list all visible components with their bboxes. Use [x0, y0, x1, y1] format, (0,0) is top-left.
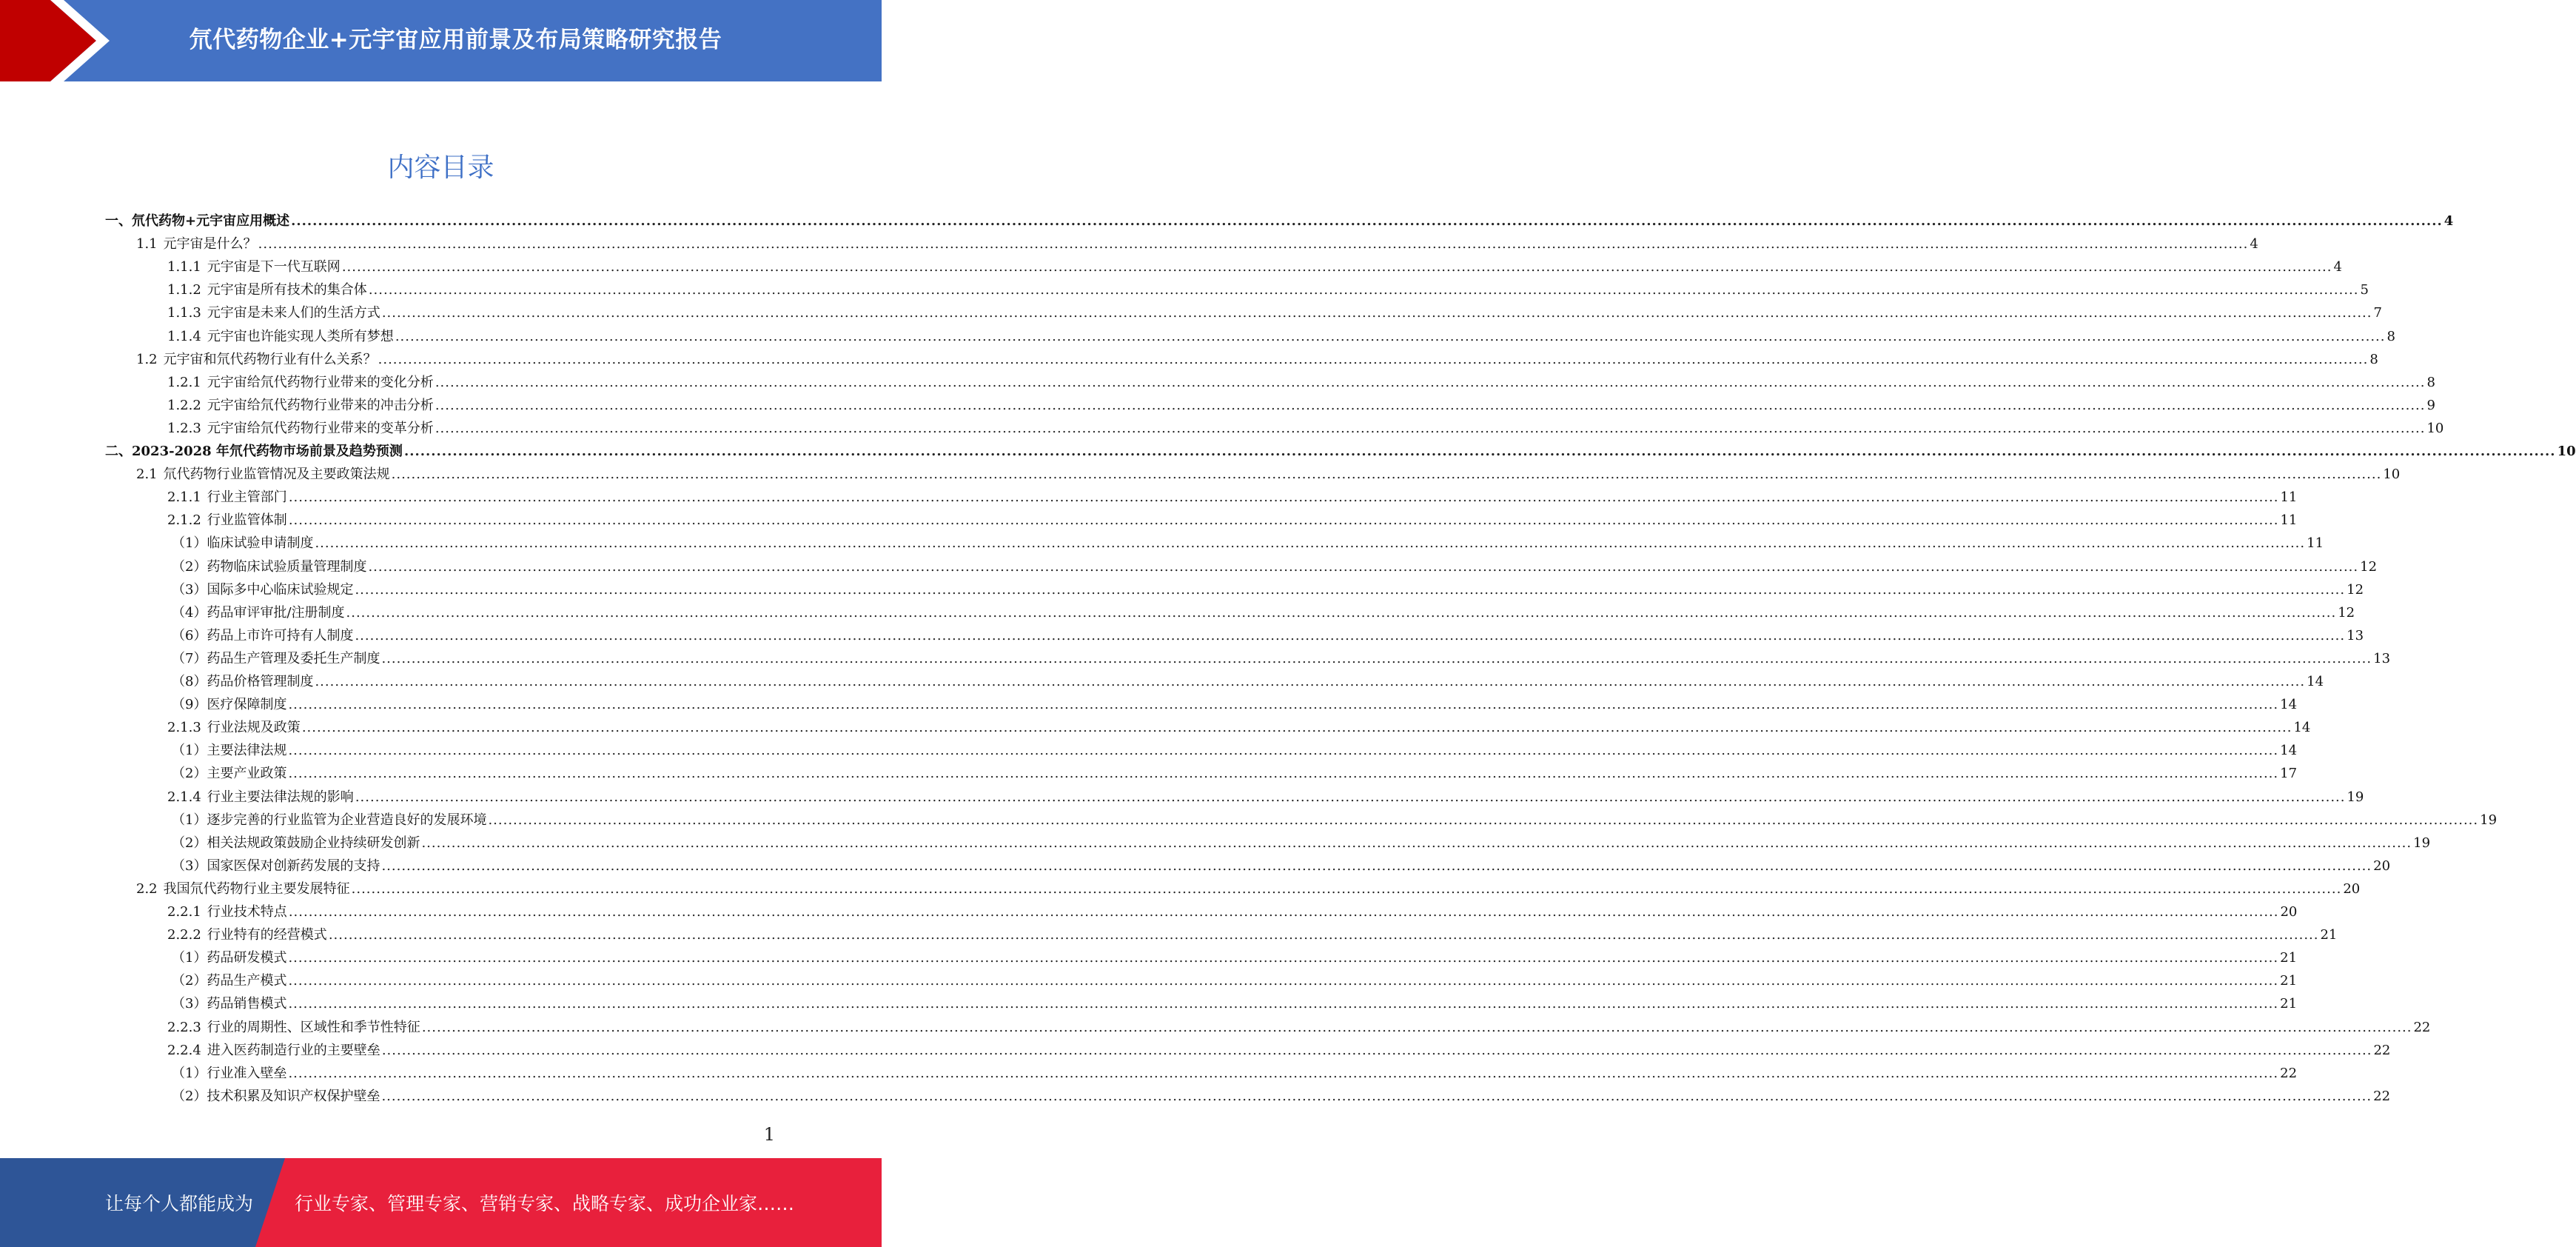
toc-leader-dots: ................................................................................................................................................................................................................................................................................................................................................................................................................ — [435, 374, 2426, 390]
toc-entry-page: 22 — [2373, 1088, 2391, 1104]
toc-entry-label: （6）药品上市许可持有人制度 — [172, 627, 354, 643]
toc-entry-number: 1.2 — [136, 351, 158, 367]
toc-entry[interactable] — [172, 694, 2298, 716]
toc-entry-number: 1.2.3 — [167, 420, 201, 436]
toc-entry[interactable] — [167, 924, 2338, 946]
toc-entry[interactable] — [136, 878, 2361, 900]
toc-entry[interactable] — [167, 372, 2435, 394]
page-number: 1 — [763, 1124, 775, 1145]
toc-entry[interactable] — [172, 947, 2298, 969]
toc-entry[interactable] — [172, 993, 2298, 1015]
toc-entry-page: 19 — [2347, 789, 2364, 805]
toc-entry[interactable] — [136, 464, 2401, 486]
toc-leader-dots: ................................................................................................................................................................................................................................................................................................................................................................................................................ — [368, 558, 2359, 575]
toc-entry-label: 行业的周期性、区域性和季节性特征 — [207, 1019, 420, 1035]
toc-leader-dots: ................................................................................................................................................................................................................................................................................................................................................................................................................ — [288, 904, 2279, 920]
toc-entry-label: 我国氘代药物行业主要发展特征 — [163, 880, 350, 897]
footer-slogan-right: 行业专家、管理专家、营销专家、战略专家、成功企业家…… — [295, 1193, 795, 1214]
toc-leader-dots: ................................................................................................................................................................................................................................................................................................................................................................................................................ — [288, 996, 2279, 1012]
toc-entry[interactable] — [172, 625, 2364, 647]
toc-entry-page: 4 — [2250, 236, 2258, 253]
toc-entry-number: 一、 — [105, 213, 132, 229]
toc-entry-page: 4 — [2443, 213, 2454, 229]
toc-entry-number: 1.2.2 — [167, 397, 201, 413]
toc-leader-dots: ................................................................................................................................................................................................................................................................................................................................................................................................................ — [488, 812, 2479, 828]
toc-entry-label: （3）药品销售模式 — [172, 996, 287, 1012]
toc-entry-page: 19 — [2413, 835, 2431, 851]
toc-entry-page: 13 — [2347, 627, 2364, 643]
toc-entry-label: 氘代药物+元宇宙应用概述 — [132, 213, 290, 229]
toc-entry-page: 11 — [2280, 489, 2298, 506]
toc-entry[interactable] — [136, 349, 2378, 371]
toc-entry-number: 1.1.4 — [167, 328, 201, 344]
toc-entry-page: 22 — [2280, 1065, 2298, 1081]
footer-banner — [0, 1158, 882, 1247]
toc-leader-dots: ................................................................................................................................................................................................................................................................................................................................................................................................................ — [435, 397, 2426, 413]
toc-entry-label: 行业监管体制 — [207, 512, 287, 529]
toc-leader-dots: ................................................................................................................................................................................................................................................................................................................................................................................................................ — [315, 674, 2306, 689]
toc-entry-number: 1.2.1 — [167, 374, 201, 390]
toc-entry-label: 元宇宙也许能实现人类所有梦想 — [207, 328, 394, 344]
toc-entry-page: 12 — [2347, 581, 2364, 598]
toc-entry-label: 行业法规及政策 — [207, 720, 301, 736]
toc-entry[interactable] — [167, 509, 2298, 532]
toc-leader-dots: ................................................................................................................................................................................................................................................................................................................................................................................................................ — [378, 351, 2369, 367]
toc-entry[interactable] — [136, 233, 2258, 255]
toc-entry-label: （9）医疗保障制度 — [172, 697, 287, 713]
toc-entry-label: 元宇宙给氘代药物行业带来的冲击分析 — [207, 397, 434, 413]
toc-entry[interactable] — [167, 302, 2382, 324]
toc-entry-label: （2）药品生产模式 — [172, 973, 287, 989]
toc-entry-page: 14 — [2307, 674, 2324, 689]
toc-entry-label: 元宇宙是下一代互联网 — [207, 259, 341, 275]
toc-entry-page: 20 — [2343, 880, 2361, 897]
toc-entry[interactable] — [167, 1040, 2391, 1062]
toc-leader-dots: ................................................................................................................................................................................................................................................................................................................................................................................................................ — [368, 282, 2359, 298]
toc-leader-dots: ................................................................................................................................................................................................................................................................................................................................................................................................................ — [381, 1042, 2372, 1058]
toc-leader-dots: ................................................................................................................................................................................................................................................................................................................................................................................................................ — [301, 720, 2292, 736]
toc-entry-number: 2.1.4 — [167, 789, 201, 805]
toc-entry[interactable] — [172, 1063, 2298, 1085]
toc-leader-dots: ................................................................................................................................................................................................................................................................................................................................................................................................................ — [381, 1088, 2372, 1104]
toc-leader-dots: ................................................................................................................................................................................................................................................................................................................................................................................................................ — [355, 627, 2346, 643]
toc-leader-dots: ................................................................................................................................................................................................................................................................................................................................................................................................................ — [355, 581, 2346, 598]
toc-entry[interactable] — [172, 970, 2298, 992]
toc-entry-page: 8 — [2387, 328, 2395, 344]
toc-entry-page: 14 — [2280, 697, 2298, 713]
toc-entry-label: （2）主要产业政策 — [172, 766, 287, 782]
toc-entry-label: 行业主管部门 — [207, 489, 287, 506]
toc-entry-label: 行业技术特点 — [207, 904, 287, 920]
toc-entry-label: 进入医药制造行业的主要壁垒 — [207, 1042, 380, 1058]
toc-leader-dots: ................................................................................................................................................................................................................................................................................................................................................................................................................ — [288, 973, 2279, 989]
toc-entry[interactable] — [172, 671, 2324, 693]
toc-entry[interactable] — [167, 901, 2298, 923]
toc-leader-dots: ................................................................................................................................................................................................................................................................................................................................................................................................................ — [288, 697, 2279, 713]
toc-entry-page: 8 — [2426, 374, 2435, 390]
toc-entry-number: 2.1 — [136, 467, 158, 483]
report-title: 氘代药物企业+元宇宙应用前景及布局策略研究报告 — [189, 27, 722, 53]
toc-leader-dots: ................................................................................................................................................................................................................................................................................................................................................................................................................ — [381, 857, 2372, 874]
toc-leader-dots: ................................................................................................................................................................................................................................................................................................................................................................................................................ — [315, 535, 2306, 552]
toc-entry-page: 20 — [2373, 857, 2391, 874]
toc-entry-page: 12 — [2360, 558, 2378, 575]
toc-entry-page: 4 — [2333, 259, 2342, 275]
toc-entry-page: 17 — [2280, 766, 2298, 782]
toc-leader-dots: ................................................................................................................................................................................................................................................................................................................................................................................................................ — [435, 420, 2426, 436]
header-arrow-decoration — [0, 0, 118, 81]
toc-entry-label: （8）药品价格管理制度 — [172, 674, 314, 689]
toc-leader-dots: ................................................................................................................................................................................................................................................................................................................................................................................................................ — [258, 236, 2249, 253]
toc-entry[interactable] — [172, 809, 2498, 832]
toc-entry-label: 行业特有的经营模式 — [207, 927, 327, 943]
toc-heading: 内容目录 — [387, 153, 494, 183]
toc-leader-dots: ................................................................................................................................................................................................................................................................................................................................................................................................................ — [288, 1065, 2279, 1081]
toc-leader-dots: ................................................................................................................................................................................................................................................................................................................................................................................................................ — [403, 444, 2556, 459]
toc-leader-dots: ................................................................................................................................................................................................................................................................................................................................................................................................................ — [346, 604, 2337, 621]
toc-entry-label: 元宇宙给氘代药物行业带来的变革分析 — [207, 420, 434, 436]
toc-leader-dots: ................................................................................................................................................................................................................................................................................................................................................................................................................ — [351, 880, 2342, 897]
toc-entry-page: 14 — [2280, 743, 2298, 759]
toc-entry[interactable] — [172, 855, 2391, 877]
toc-entry-label: （2）药物临床试验质量管理制度 — [172, 558, 367, 575]
toc-entry-label: 元宇宙是未来人们的生活方式 — [207, 305, 380, 321]
toc-entry[interactable] — [167, 256, 2342, 278]
toc-entry-number: 2.1.2 — [167, 512, 201, 529]
toc-entry-label: （1）临床试验申请制度 — [172, 535, 314, 552]
toc-entry-page: 8 — [2369, 351, 2378, 367]
toc-entry-page: 21 — [2280, 973, 2298, 989]
toc-entry-label: 元宇宙和氘代药物行业有什么关系？ — [163, 351, 377, 367]
toc-entry-page: 10 — [2426, 420, 2444, 436]
toc-entry-page: 21 — [2320, 927, 2338, 943]
toc-leader-dots: ................................................................................................................................................................................................................................................................................................................................................................................................................ — [395, 328, 2386, 344]
toc-entry-page: 22 — [2413, 1019, 2431, 1035]
toc-entry-number: 2.2.3 — [167, 1019, 201, 1035]
toc-entry-label: （2）技术积累及知识产权保护壁垒 — [172, 1088, 380, 1104]
toc-entry-label: （2）相关法规政策鼓励企业持续研发创新 — [172, 835, 420, 851]
toc-entry-label: 氘代药物行业监管情况及主要政策法规 — [163, 467, 390, 483]
toc-entry-page: 5 — [2360, 282, 2369, 298]
toc-entry-number: 1.1 — [136, 236, 158, 253]
toc-entry-number: 2.1.3 — [167, 720, 201, 736]
toc-entry[interactable] — [167, 395, 2435, 417]
toc-entry-number: 二、 — [105, 444, 132, 459]
toc-entry-label: 元宇宙给氘代药物行业带来的变化分析 — [207, 374, 434, 390]
toc-entry-label: 行业主要法律法规的影响 — [207, 789, 354, 805]
toc-entry-page: 11 — [2280, 512, 2298, 529]
toc-entry-number: 2.2.1 — [167, 904, 201, 920]
toc-entry-page: 10 — [2557, 444, 2576, 459]
toc-leader-dots: ................................................................................................................................................................................................................................................................................................................................................................................................................ — [288, 766, 2279, 782]
toc-entry[interactable] — [172, 1086, 2391, 1108]
toc-leader-dots: ................................................................................................................................................................................................................................................................................................................................................................................................................ — [288, 512, 2279, 529]
toc-entry[interactable] — [167, 418, 2444, 440]
toc-leader-dots: ................................................................................................................................................................................................................................................................................................................................................................................................................ — [288, 950, 2279, 966]
toc-entry-label: （7）药品生产管理及委托生产制度 — [172, 650, 380, 666]
toc-entry-label: 元宇宙是所有技术的集合体 — [207, 282, 367, 298]
toc-entry-label: （1）逐步完善的行业监管为企业营造良好的发展环境 — [172, 812, 487, 828]
toc-entry[interactable] — [167, 326, 2395, 348]
toc-entry[interactable] — [172, 763, 2298, 785]
toc-entry-number: 2.2 — [136, 880, 158, 897]
toc-entry-label: （1）药品研发模式 — [172, 950, 287, 966]
toc-entry-number: 2.2.4 — [167, 1042, 201, 1058]
toc-entry[interactable] — [167, 717, 2311, 739]
toc-entry-page: 19 — [2480, 812, 2498, 828]
toc-entry[interactable] — [167, 487, 2298, 509]
toc-entry-number: 2.1.1 — [167, 489, 201, 506]
toc-entry-number: 1.1.1 — [167, 259, 201, 275]
toc-entry[interactable] — [172, 832, 2431, 855]
toc-leader-dots: ................................................................................................................................................................................................................................................................................................................................................................................................................ — [381, 305, 2372, 321]
toc-entry-page: 22 — [2373, 1042, 2391, 1058]
toc-entry[interactable] — [172, 532, 2324, 555]
toc-leader-dots: ................................................................................................................................................................................................................................................................................................................................................................................................................ — [381, 650, 2372, 666]
toc-leader-dots: ................................................................................................................................................................................................................................................................................................................................................................................................................ — [288, 489, 2279, 506]
toc-entry[interactable] — [167, 786, 2364, 809]
toc-entry-number: 1.1.3 — [167, 305, 201, 321]
toc-entry-page: 12 — [2338, 604, 2355, 621]
toc-leader-dots: ................................................................................................................................................................................................................................................................................................................................................................................................................ — [288, 743, 2279, 759]
toc-entry[interactable] — [172, 648, 2391, 670]
toc-leader-dots: ................................................................................................................................................................................................................................................................................................................................................................................................................ — [355, 789, 2346, 805]
toc-entry[interactable] — [172, 602, 2355, 624]
footer-slogan-left: 让每个人都能成为 — [105, 1193, 254, 1214]
toc-entry-page: 21 — [2280, 950, 2298, 966]
toc-entry-page: 14 — [2293, 720, 2311, 736]
toc-leader-dots: ................................................................................................................................................................................................................................................................................................................................................................................................................ — [341, 259, 2332, 275]
toc-entry[interactable] — [172, 740, 2298, 762]
toc-leader-dots: ................................................................................................................................................................................................................................................................................................................................................................................................................ — [421, 835, 2412, 851]
toc-entry-label: （3）国际多中心临床试验规定 — [172, 581, 354, 598]
toc-entry[interactable] — [167, 279, 2369, 301]
toc-entry-page: 7 — [2373, 305, 2382, 321]
toc-entry[interactable] — [105, 210, 2454, 233]
toc-entry[interactable] — [167, 1017, 2431, 1039]
toc-leader-dots: ................................................................................................................................................................................................................................................................................................................................................................................................................ — [291, 213, 2443, 229]
toc-entry-page: 9 — [2426, 397, 2435, 413]
toc-entry-label: （1）主要法律法规 — [172, 743, 287, 759]
toc-entry-label: （4）药品审评审批/注册制度 — [172, 604, 345, 621]
toc-entry-page: 10 — [2383, 467, 2401, 483]
header-banner — [0, 0, 882, 81]
toc-entry-number: 2.2.2 — [167, 927, 201, 943]
toc-entry[interactable] — [172, 556, 2378, 578]
toc-entry-label: （3）国家医保对创新药发展的支持 — [172, 857, 380, 874]
toc-entry-number: 1.1.2 — [167, 282, 201, 298]
toc-entry-label: （1）行业准入壁垒 — [172, 1065, 287, 1081]
toc-entry[interactable] — [172, 579, 2364, 601]
toc-entry-page: 13 — [2373, 650, 2391, 666]
toc-entry-page: 20 — [2280, 904, 2298, 920]
toc-entry-label: 2023-2028 年氘代药物市场前景及趋势预测 — [132, 444, 403, 459]
toc-entry-label: 元宇宙是什么？ — [163, 236, 257, 253]
toc-entry-page: 11 — [2307, 535, 2324, 552]
toc-entry[interactable] — [105, 441, 2576, 463]
toc-leader-dots: ................................................................................................................................................................................................................................................................................................................................................................................................................ — [391, 467, 2382, 483]
toc-leader-dots: ................................................................................................................................................................................................................................................................................................................................................................................................................ — [421, 1019, 2412, 1035]
toc-leader-dots: ................................................................................................................................................................................................................................................................................................................................................................................................................ — [328, 927, 2319, 943]
toc-entry-page: 21 — [2280, 996, 2298, 1012]
